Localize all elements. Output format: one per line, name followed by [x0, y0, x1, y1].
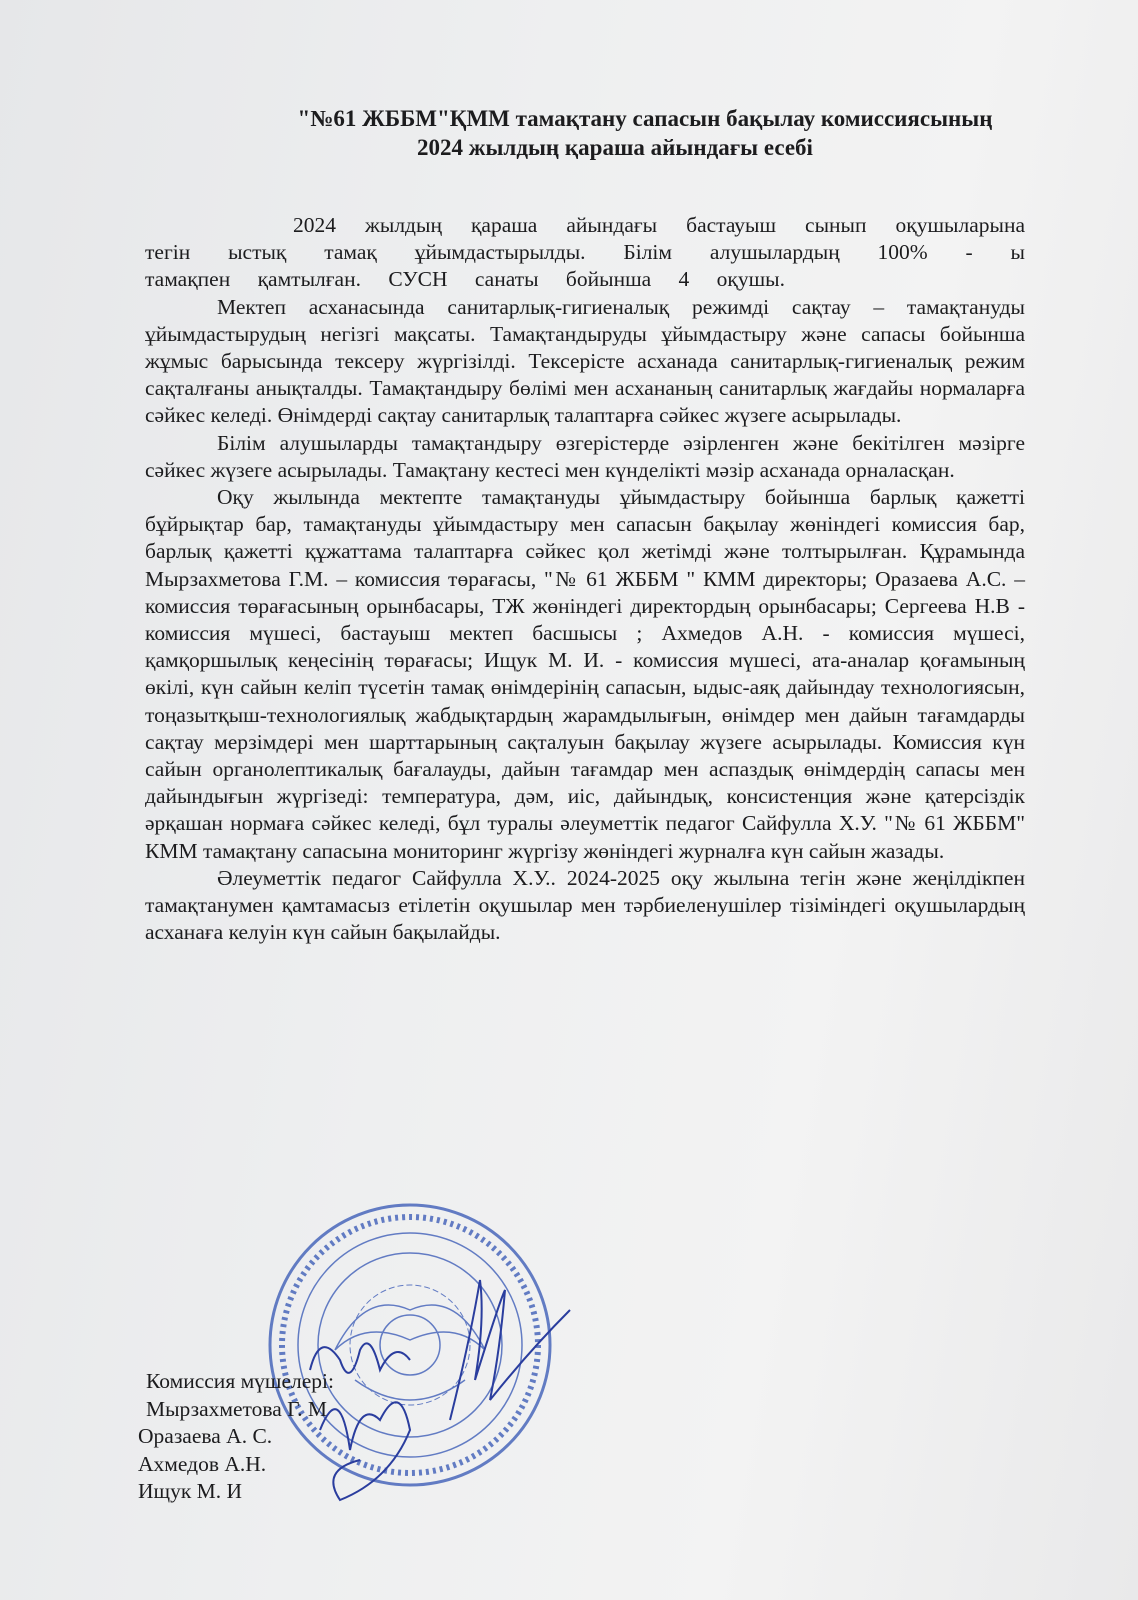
report-body: [145, 212, 1025, 946]
signatures-heading: Комиссия мүшелері:: [146, 1369, 334, 1393]
paragraph-3: Білім алушыларды тамақтандыру өзгерістерде әзірленген және бекітілген мәзірге сәйкес жүзеге асырылады. Тамақтану кестесі мен күнделікті мәзір асханада орналасқан.: [145, 430, 1025, 482]
title-line-2: 2024 жылдың қараша айындағы есебі: [417, 135, 813, 160]
member-3: Ахмедов А.Н.: [138, 1451, 267, 1476]
paragraph-5: Әлеуметтік педагог Сайфулла Х.У.. 2024-2025 оқу жылына тегін және жеңілдікпен тамақтанумен қамтамасыз етілетін оқушылар мен тәрбиеленушілер тізіміндегі оқушылардың асханаға келуін күн сайын бақылайды.: [145, 865, 1025, 945]
paragraph-2: Мектеп асханасында санитарлық-гигиеналық режимді сақтау – тамақтануды ұйымдастырудың негізгі мақсаты. Тамақтандыруды ұйымдастыру және сапасы бойынша жұмыс барысында тексеру жүргізілді. Тексерісте асханада санитарлық-гигиеналық режим сақталғаны анықталды. Тамақтандыру бөлімі мен асхананың санитарлық жағдайы нормаларға сәйкес келеді. Өнімдерді сақтау санитарлық талаптарға сәйкес жүзеге асырылады.: [145, 294, 1025, 428]
paragraph-1: 2024 жылдың қараша айындағы бастауыш сынып оқушыларына тегін ыстық тамақ ұйымдастырылды. Білім алушылардың 100% - ы тамақпен қамтылған. СУСН санаты бойынша 4 оқушы.: [145, 213, 1025, 292]
title-line-1: "№61 ЖББМ"ҚММ тамақтану сапасын бақылау комиссиясының: [297, 106, 993, 131]
signature-block: [138, 1368, 334, 1506]
member-1: Мырзахметова Г. М: [146, 1396, 328, 1421]
document-title: [150, 104, 1080, 162]
member-4: Ищук М. И: [138, 1479, 243, 1503]
member-2: Оразаева А. С.: [138, 1424, 273, 1448]
handwritten-signature: [300, 1260, 580, 1520]
paragraph-4: Оқу жылында мектепте тамақтануды ұйымдастыру бойынша барлық қажетті бұйрықтар бар, тамақтануды ұйымдастыру мен сапасын бақылау жөніндегі комиссия бар, барлық қажетті құжаттама талаптарға сәйкес қол жетімді және толтырылған. Құрамында Мырзахметова Г.М. – комиссия төрағасы, "№ 61 ЖББМ " КММ директоры; Оразаева А.С. – комиссия төрағасының орынбасары, ТЖ жөніндегі директордың орынбасары; Сергеева Н.В - комиссия мүшесі, бастауыш мектеп басшысы ; Ахмедов А.Н. - комиссия мүшесі, қамқоршылық кеңесінің төрағасы; Ищук М. И. - комиссия мүшесі, ата-аналар қоғамының өкілі, күн сайын келіп түсетін тамақ өнімдерінің сапасын, ыдыс-аяқ дайындау технологиясын, тоңазытқыш-технологиялық жабдықтардың жарамдылығын, өнімдер мен дайын тағамдарды сақтау мерзімдері мен шарттарының сақталуын бақылау жүзеге асырылады. Комиссия күн сайын органолептикалық бағалауды, дайын тағамдар мен аспаздық өнімдердің сапасы мен дайындығын жүргізеді: температура, дәм, иіс, дайындық, консистенция және қатерсіздік әрқашан нормаға сәйкес келеді, бұл туралы әлеуметтік педагог Сайфулла Х.У. "№ 61 ЖББМ" КММ тамақтану сапасына мониторинг жүргізу жөніндегі журналға күн сайын жазады.: [145, 485, 1025, 863]
